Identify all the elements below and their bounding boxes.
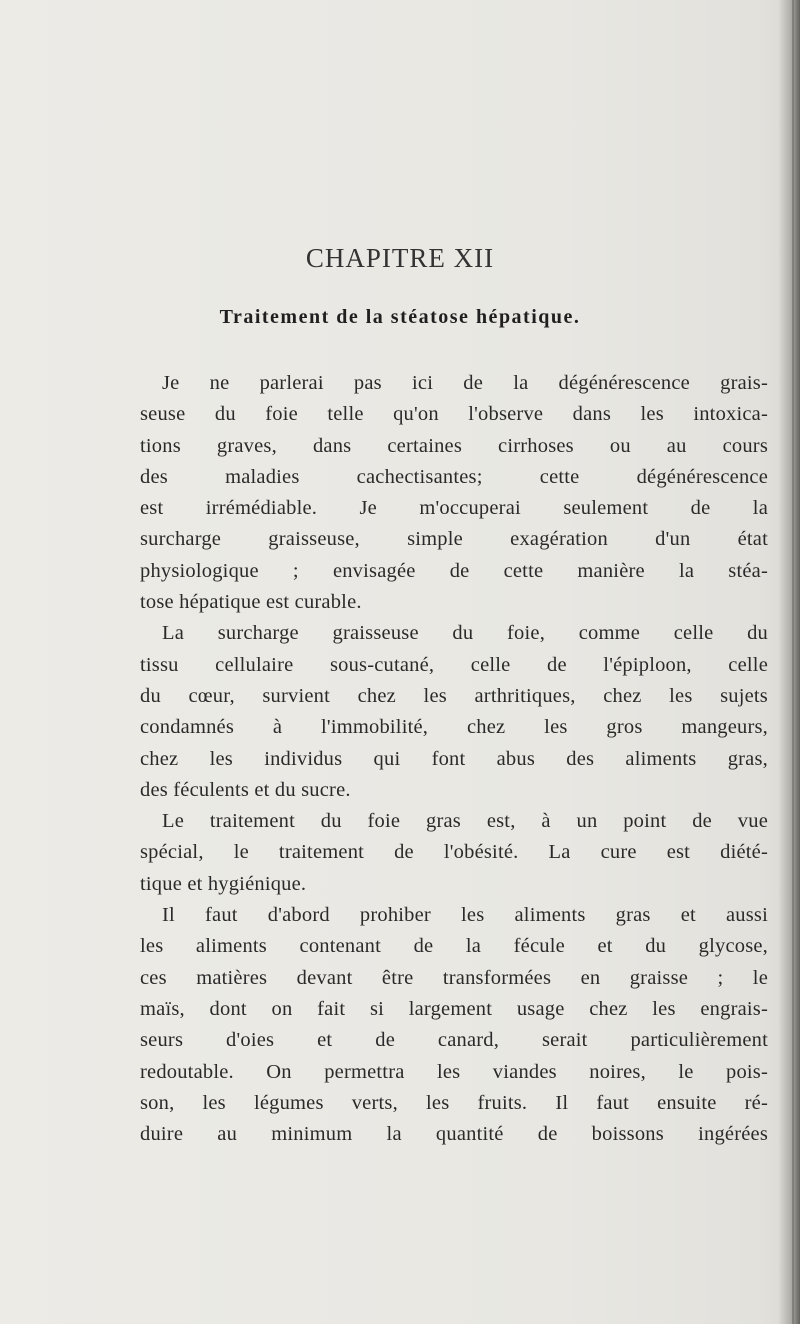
page-edge-shadow (778, 0, 800, 1324)
text-line: seurs d'oies et de canard, serait particulièrement (140, 1029, 768, 1052)
text-line: du cœur, survient chez les arthritiques, chez les sujets (140, 684, 768, 707)
body-text (140, 368, 768, 1150)
text-line: surcharge graisseuse, simple exagération d'un état (140, 528, 768, 551)
text-line: Je ne parlerai pas ici de la dégénérescence grais- (162, 372, 768, 394)
text-line: des maladies cachectisantes; cette dégénérescence (140, 465, 768, 488)
text-line: tions graves, dans certaines cirrhoses ou au cours (140, 434, 768, 457)
text-line: seuse du foie telle qu'on l'observe dans les intoxica- (140, 403, 768, 426)
text-line: tique et hygiénique. (140, 872, 307, 895)
text-line: condamnés à l'immobilité, chez les gros mangeurs, (140, 716, 768, 739)
page-edge-line (792, 0, 794, 1324)
text-line: son, les légumes verts, les fruits. Il faut ensuite ré- (140, 1091, 768, 1114)
text-line: Le traitement du foie gras est, à un point de vue (162, 810, 768, 833)
text-line: tissu cellulaire sous-cutané, celle de l'épiploon, celle (140, 653, 768, 676)
text-line: des féculents et du sucre. (140, 778, 351, 801)
text-line: les aliments contenant de la fécule et du glycose, (140, 935, 768, 958)
text-line: redoutable. On permettra les viandes noires, le pois- (140, 1060, 768, 1083)
text-line: ces matières devant être transformées en graisse ; le (140, 966, 768, 989)
text-line: spécial, le traitement de l'obésité. La cure est diété- (140, 841, 768, 864)
text-line: physiologique ; envisagée de cette manière la stéa- (140, 559, 768, 582)
section-title: Traitement de la stéatose hépatique. (219, 306, 581, 328)
text-line: tose hépatique est curable. (140, 591, 362, 614)
text-line: Il faut d'abord prohiber les aliments gras et aussi (162, 904, 768, 927)
chapter-title: CHAPITRE XII (305, 243, 495, 273)
text-line: duire au minimum la quantité de boissons ingérées (140, 1123, 768, 1146)
text-line: chez les individus qui font abus des aliments gras, (140, 747, 768, 770)
text-line: maïs, dont on fait si largement usage chez les engrais- (140, 997, 768, 1020)
text-line: La surcharge graisseuse du foie, comme celle du (162, 622, 768, 645)
text-line: est irrémédiable. Je m'occuperai seulement de la (140, 497, 768, 520)
